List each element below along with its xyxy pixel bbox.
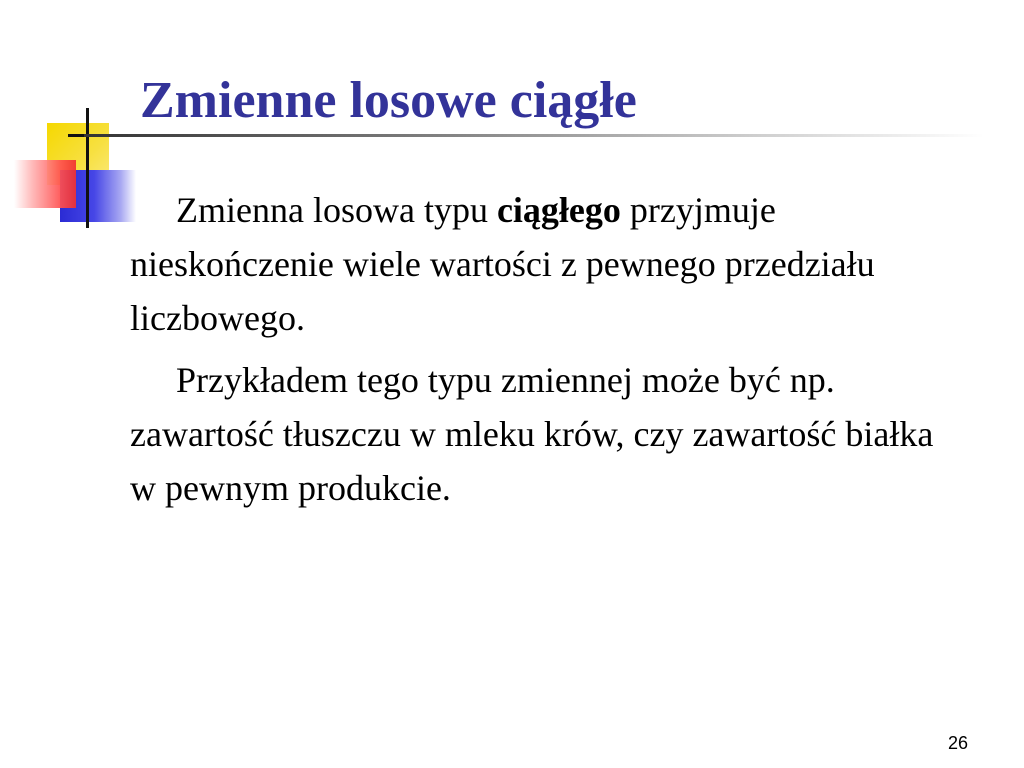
slide-title: Zmienne losowe ciągłe (140, 72, 637, 129)
definition-text-end: przyjmuje nieskończenie wiele wartości z pewnego przedziału liczbowego. (130, 190, 875, 338)
definition-keyword: ciągłego (496, 190, 621, 230)
definition-text-start: Zmienna losowa typu (176, 190, 497, 230)
logo-vertical-line (86, 108, 89, 228)
logo-red-square (14, 160, 76, 208)
page-number: 26 (947, 733, 968, 753)
paragraph-definition (130, 183, 960, 345)
title-underline (84, 134, 984, 137)
paragraph-example: Przykładem tego typu zmiennej może być np. zawartość tłuszczu w mleku krów, czy zawartość białka w pewnym produkcie. (130, 360, 934, 508)
slide-body (130, 183, 960, 523)
